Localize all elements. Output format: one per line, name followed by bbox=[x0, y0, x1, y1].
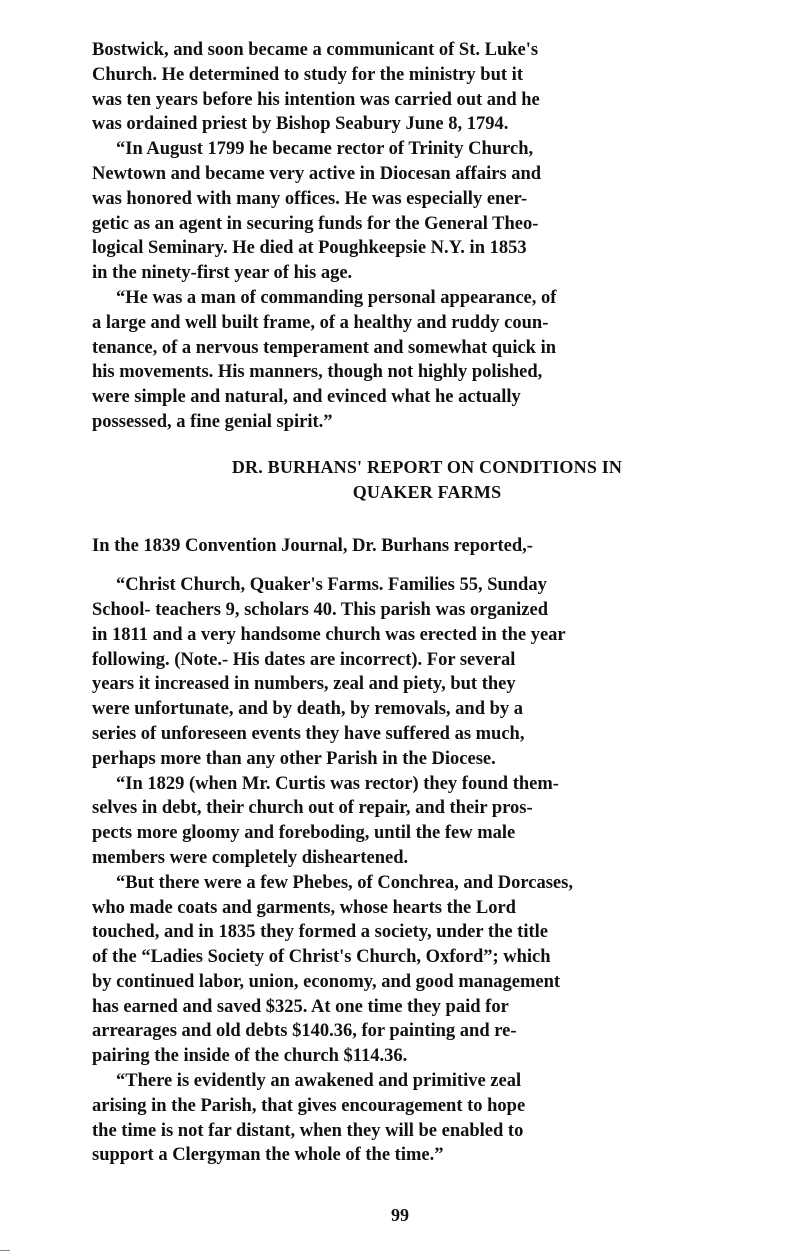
text-line: the time is not far distant, when they will be enabled to bbox=[92, 1120, 524, 1141]
text-line: logical Seminary. He died at Poughkeepsie N.Y. in 1853 bbox=[92, 238, 527, 259]
text-line: has earned and saved $325. At one time they paid for bbox=[92, 996, 509, 1017]
text-line: “There is evidently an awakened and primitive zeal bbox=[116, 1071, 522, 1092]
text-line: “But there were a few Phebes, of Conchrea, and Dorcases, bbox=[116, 872, 573, 893]
paragraph-awakened-zeal bbox=[92, 1069, 762, 1168]
text-line: were simple and natural, and evinced what he actually bbox=[92, 387, 521, 408]
text-line: of the “Ladies Society of Christ's Church, Oxford”; which bbox=[92, 947, 551, 968]
text-line: in the ninety-first year of his age. bbox=[92, 263, 353, 284]
text-line: “In 1829 (when Mr. Curtis was rector) they found them- bbox=[116, 773, 559, 794]
text-line: his movements. His manners, though not highly polished, bbox=[92, 362, 543, 383]
page-number: 99 bbox=[391, 1205, 409, 1225]
text-line: a large and well built frame, of a healthy and ruddy coun- bbox=[92, 312, 549, 333]
text-line: getic as an agent in securing funds for the General Theo- bbox=[92, 213, 539, 234]
text-line: were unfortunate, and by death, by removals, and by a bbox=[92, 699, 524, 720]
text-line: pairing the inside of the church $114.36. bbox=[92, 1046, 408, 1067]
paragraph-intro bbox=[92, 534, 762, 559]
text-line: was ten years before his intention was carried out and he bbox=[92, 89, 540, 110]
heading-line: DR. BURHANS' REPORT ON CONDITIONS IN bbox=[231, 456, 623, 477]
paragraph-christ-church bbox=[92, 573, 762, 771]
text-line: who made coats and garments, whose hearts the Lord bbox=[92, 897, 516, 918]
text-line: following. (Note.- His dates are incorrect). For several bbox=[92, 649, 516, 670]
text-line: arising in the Parish, that gives encouragement to hope bbox=[92, 1095, 526, 1116]
text-line: “Christ Church, Quaker's Farms. Families 55, Sunday bbox=[116, 575, 547, 596]
paragraph-1829 bbox=[92, 772, 762, 871]
spacer bbox=[92, 559, 762, 573]
text-line: Newtown and became very active in Diocesan affairs and bbox=[92, 163, 542, 184]
text-line: Bostwick, and soon became a communicant of St. Luke's bbox=[92, 40, 539, 60]
text-line: selves in debt, their church out of repair, and their pros- bbox=[92, 798, 533, 819]
text-line: “He was a man of commanding personal appearance, of bbox=[116, 287, 557, 308]
text-line: School- teachers 9, scholars 40. This parish was organized bbox=[92, 599, 549, 620]
text-line: support a Clergyman the whole of the time.” bbox=[92, 1145, 444, 1166]
text-line: by continued labor, union, economy, and good management bbox=[92, 971, 561, 992]
text-line: arrearages and old debts $140.36, for painting and re- bbox=[92, 1021, 517, 1042]
paragraph-bostwick bbox=[92, 38, 762, 137]
text-line: was honored with many offices. He was especially ener- bbox=[92, 188, 528, 209]
text-line: series of unforeseen events they have suffered as much, bbox=[92, 723, 525, 744]
text-line: Church. He determined to study for the ministry but it bbox=[92, 64, 523, 85]
text-line: possessed, a fine genial spirit.” bbox=[92, 411, 333, 432]
spacer bbox=[92, 504, 762, 534]
text-line: in 1811 and a very handsome church was erected in the year bbox=[92, 624, 566, 645]
text-line: tenance, of a nervous temperament and somewhat quick in bbox=[92, 337, 557, 358]
paragraph-phebes bbox=[92, 871, 762, 1069]
text-line: was ordained priest by Bishop Seabury June 8, 1794. bbox=[92, 114, 509, 135]
text-line: In the 1839 Convention Journal, Dr. Burhans reported,- bbox=[92, 536, 533, 557]
section-heading bbox=[92, 455, 762, 505]
text-line: members were completely disheartened. bbox=[92, 847, 409, 868]
text-line: “In August 1799 he became rector of Trinity Church, bbox=[116, 139, 534, 160]
heading-line: QUAKER FARMS bbox=[352, 481, 502, 502]
scan-mark bbox=[0, 1250, 10, 1251]
text-line: touched, and in 1835 they formed a society, under the title bbox=[92, 922, 548, 943]
text-line: pects more gloomy and foreboding, until the few male bbox=[92, 823, 516, 844]
text-line: perhaps more than any other Parish in the Diocese. bbox=[92, 748, 496, 769]
paragraph-august-1799 bbox=[92, 137, 762, 286]
text-line: years it increased in numbers, zeal and piety, but they bbox=[92, 674, 516, 695]
document-page bbox=[92, 38, 762, 1168]
paragraph-personal-appearance bbox=[92, 286, 762, 435]
